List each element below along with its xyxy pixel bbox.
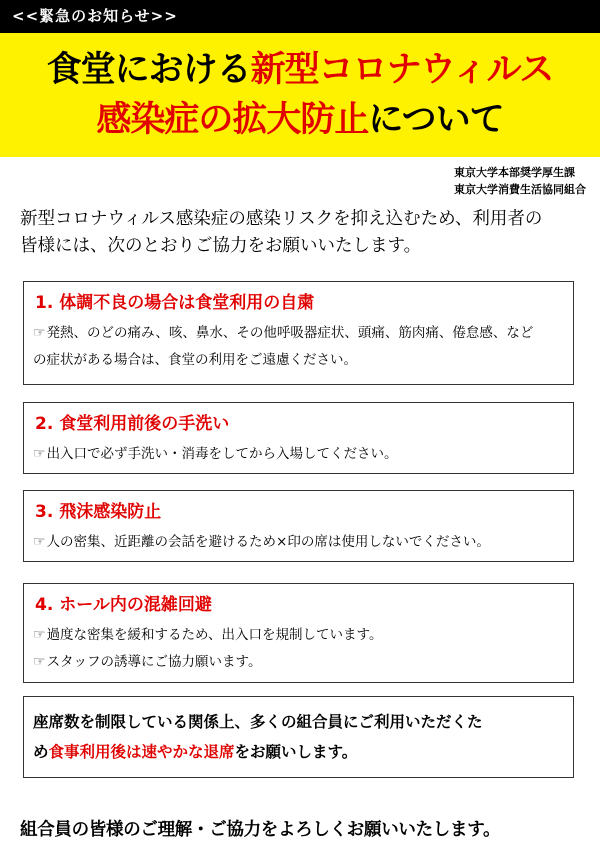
seating-notice <box>23 696 574 778</box>
issuer-2: 東京大学消費生活協同組合 <box>454 183 586 196</box>
notice-line-2-red: 食事利用後は速やかな退席 <box>48 743 235 761</box>
intro-line-1: 新型コロナウィルス感染症の感染リスクを抑え込むため、利用者の <box>20 209 543 229</box>
pointing-hand-icon: ☞ <box>33 325 46 341</box>
title-line-2-black: について <box>368 100 504 140</box>
item-2-line-1 <box>33 441 573 468</box>
item-4-line-1 <box>33 622 573 649</box>
item-1-line-1 <box>33 320 573 347</box>
item-2-body <box>33 441 573 468</box>
issuers <box>454 164 586 198</box>
title-line-2 <box>96 95 503 145</box>
pointing-hand-icon: ☞ <box>33 627 46 643</box>
pointing-hand-icon: ☞ <box>33 446 46 462</box>
item-3-line-1-text: 人の密集、近距離の会話を避けるため×印の席は使用しないでください。 <box>46 534 490 550</box>
item-2-heading: 2. 食堂利用前後の手洗い <box>35 414 230 434</box>
notice-line-2-post: をお願いします。 <box>234 743 358 761</box>
item-3-heading: 3. 飛沫感染防止 <box>35 502 162 522</box>
item-2-line-1-text: 出入口で必ず手洗い・消毒をしてから入場してください。 <box>46 446 398 462</box>
item-4-heading: 4. ホール内の混雑回避 <box>35 595 212 615</box>
pointing-hand-icon: ☞ <box>33 534 46 550</box>
item-box-1 <box>23 281 574 385</box>
urgent-notice-tag-text: <<緊急のお知らせ>> <box>12 7 178 25</box>
intro-text <box>20 206 585 260</box>
item-4-line-1-text: 過度な密集を緩和するため、出入口を規制しています。 <box>46 627 383 643</box>
pointing-hand-icon: ☞ <box>33 654 46 670</box>
notice-line-1: 座席数を制限している関係上、多くの組合員にご利用いただくた <box>33 713 483 731</box>
title-banner <box>0 33 600 157</box>
intro-line-2: 皆様には、次のとおりご協力をお願いいたします。 <box>20 236 422 256</box>
title-line-1-red: 新型コロナウィルス <box>250 50 554 90</box>
item-box-4 <box>23 583 574 683</box>
item-3-line-1 <box>33 529 573 556</box>
item-3-body <box>33 529 573 556</box>
issuer-1: 東京大学本部奨学厚生課 <box>454 166 575 179</box>
item-box-2 <box>23 402 574 474</box>
title-line-1-black: 食堂における <box>46 50 251 90</box>
item-1-line-1-text: 発熱、のどの痛み、咳、鼻水、その他呼吸器症状、頭痛、筋肉痛、倦怠感、など <box>46 325 534 341</box>
item-box-3 <box>23 490 574 562</box>
item-1-body <box>33 320 573 374</box>
notice-line-2-pre: め <box>33 743 49 761</box>
closing-message: 組合員の皆様のご理解・ご協力をよろしくお願いいたします。 <box>20 820 501 840</box>
item-1-line-2: の症状がある場合は、食堂の利用をご遠慮ください。 <box>33 352 357 368</box>
title-line-2-red: 感染症の拡大防止 <box>96 100 369 140</box>
title-line-1 <box>47 45 554 95</box>
notice-line-2 <box>33 737 573 767</box>
item-4-line-2-text: スタッフの誘導にご協力願います。 <box>46 654 262 670</box>
item-1-heading: 1. 体調不良の場合は食堂利用の自粛 <box>35 293 315 313</box>
item-4-line-2 <box>33 649 573 676</box>
item-4-body <box>33 622 573 676</box>
urgent-notice-tag <box>0 0 600 33</box>
